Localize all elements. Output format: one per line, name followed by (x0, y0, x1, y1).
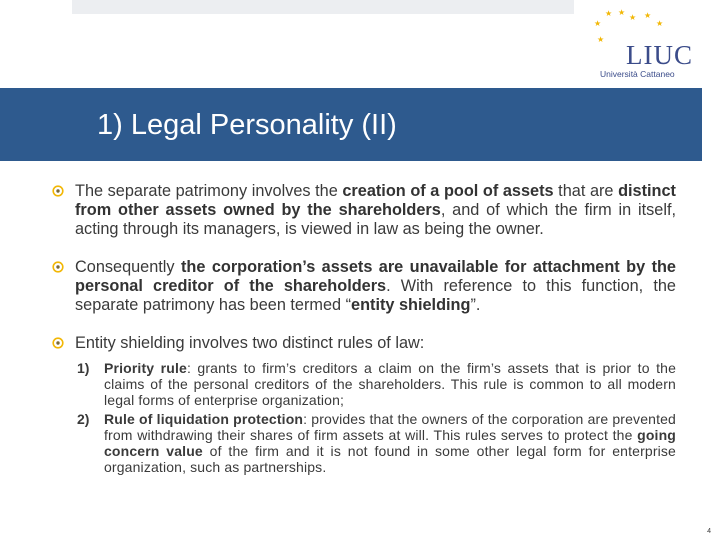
rule-number: 2) (77, 411, 90, 427)
liuc-logo (592, 6, 697, 84)
rule-text (104, 411, 676, 475)
page-number: 4 (707, 528, 711, 535)
text-run: The separate patrimony involves the (75, 182, 343, 200)
bullet-item (52, 182, 676, 239)
rule-item (77, 360, 676, 408)
svg-text:★: ★ (656, 19, 664, 28)
circled-dot-bullet-icon (52, 261, 64, 273)
rule-number: 1) (77, 360, 90, 376)
bold-run: going concern value (104, 427, 676, 459)
svg-text:★: ★ (605, 9, 613, 18)
bold-run: creation of a pool of assets (342, 182, 554, 200)
bold-run: Rule of liquidation protection (104, 411, 304, 427)
svg-text:★: ★ (644, 11, 652, 20)
bullet-item (52, 334, 676, 475)
svg-text:★: ★ (594, 19, 602, 28)
svg-text:★: ★ (597, 35, 605, 44)
text-run: Consequently (75, 258, 181, 276)
text-run: : provides that the owners of the corporation are prevented from withdrawing their shares of firm assets at will. This rules serves to protect the (104, 411, 676, 443)
rule-text (104, 360, 676, 408)
slide-title: 1) Legal Personality (II) (97, 109, 397, 141)
text-run: Entity shielding involves two distinct rules of law: (75, 334, 425, 352)
bullet-text (75, 182, 676, 239)
bold-run: distinct from other assets owned by the shareholders (75, 182, 676, 219)
text-run: that are (553, 182, 619, 200)
bold-run: Priority rule (104, 360, 187, 376)
logo-subtitle: Università Cattaneo (600, 69, 675, 79)
text-run: , and of which the firm in itself, acting through its managers, is viewed in law as being the owner. (75, 201, 676, 238)
bullet-text (75, 258, 676, 315)
rule-item (77, 411, 676, 475)
text-run: . With reference to this function, the separate patrimony has been termed “ (75, 277, 676, 314)
rules-list (75, 360, 676, 475)
slide-body (52, 182, 676, 475)
bullet-item (52, 258, 676, 315)
top-decorative-strip (72, 0, 574, 14)
bullet-text (75, 334, 676, 353)
svg-text:★: ★ (629, 13, 637, 22)
svg-text:★: ★ (618, 8, 626, 17)
bold-run: the corporation’s assets are unavailable for attachment by the personal creditor of the shareholders (75, 258, 676, 295)
text-run: : grants to firm’s creditors a claim on the firm’s assets that is prior to the claims of the personal creditors of the shareholders. This rule is common to all modern legal forms of enterprise organization; (104, 360, 677, 408)
text-run: of the firm and it is not found in some other legal form for enterprise organization, such as partnerships. (104, 443, 676, 475)
logo-wordmark: LIUC (626, 40, 693, 70)
circled-dot-bullet-icon (52, 185, 64, 197)
circled-dot-bullet-icon (52, 337, 64, 349)
text-run: ”. (470, 296, 481, 314)
bold-run: entity shielding (351, 296, 471, 314)
